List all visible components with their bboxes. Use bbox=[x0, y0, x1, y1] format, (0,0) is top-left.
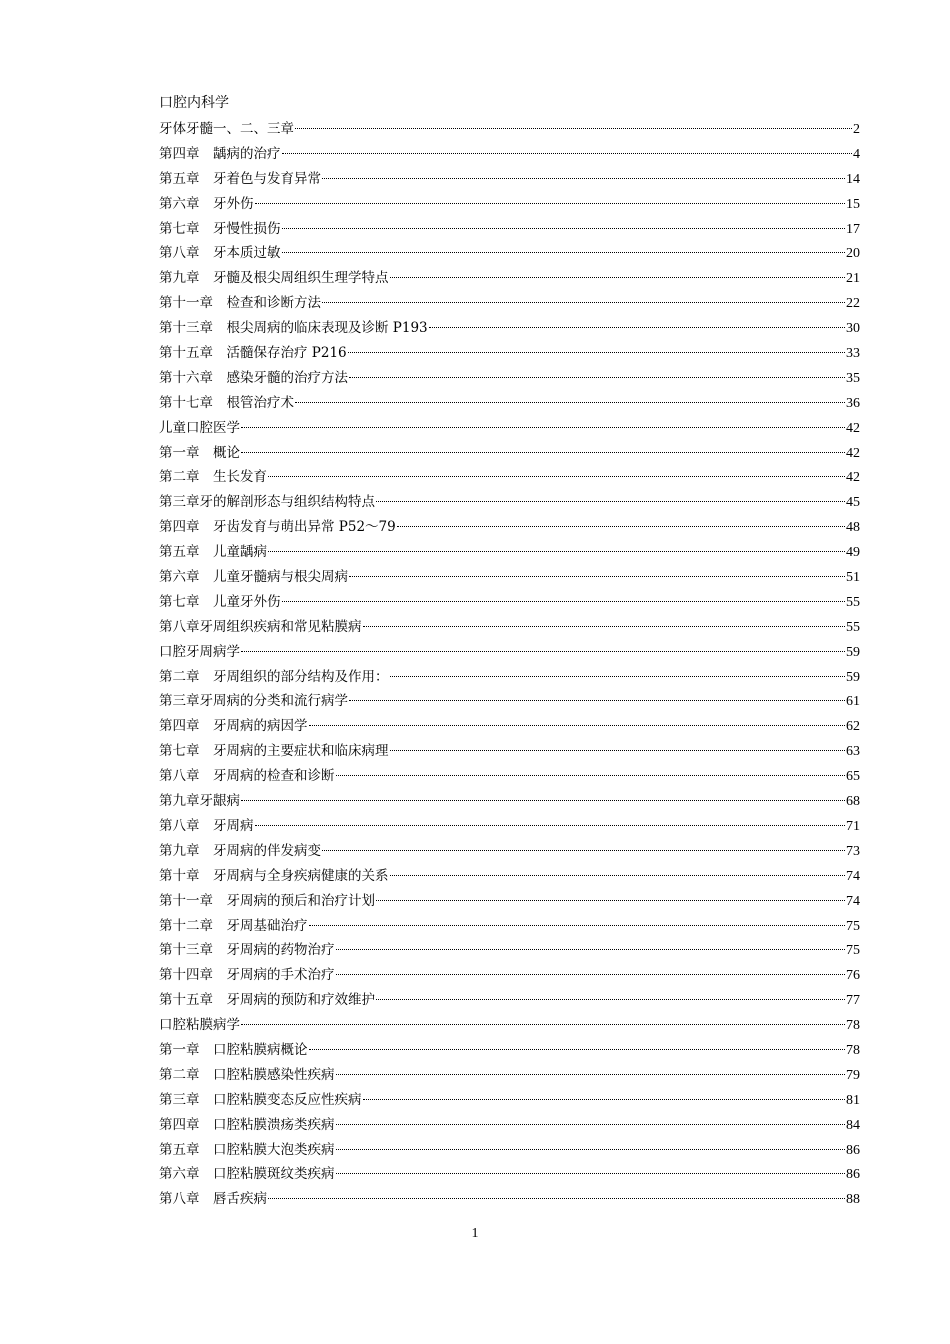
toc-entry-page: 49 bbox=[846, 545, 860, 561]
toc-entry[interactable] bbox=[159, 764, 860, 789]
toc-entry-label: 第八章 牙周病的检查和诊断 bbox=[159, 768, 335, 785]
toc-entry-label: 第十五章 活髓保存治疗 P216 bbox=[159, 345, 347, 362]
toc-dot-leader bbox=[282, 153, 853, 154]
toc-entry[interactable] bbox=[159, 1113, 860, 1138]
table-of-contents bbox=[159, 117, 860, 1212]
toc-entry-page: 42 bbox=[846, 420, 860, 436]
toc-entry-page: 59 bbox=[846, 669, 860, 685]
toc-entry-page: 4 bbox=[853, 146, 860, 162]
toc-dot-leader bbox=[309, 725, 846, 726]
toc-entry-page: 84 bbox=[846, 1117, 860, 1133]
toc-entry-page: 45 bbox=[846, 495, 860, 511]
toc-entry-page: 79 bbox=[846, 1067, 860, 1083]
page-number: 1 bbox=[471, 1226, 479, 1241]
toc-entry[interactable] bbox=[159, 1187, 860, 1212]
toc-entry[interactable] bbox=[159, 689, 860, 714]
toc-entry-label: 第十三章 牙周病的药物治疗 bbox=[159, 942, 335, 959]
toc-entry-label: 第一章 口腔粘膜病概论 bbox=[159, 1041, 308, 1058]
toc-entry-label: 第四章 牙齿发育与萌出异常 P52～79 bbox=[159, 519, 396, 536]
toc-entry[interactable] bbox=[159, 839, 860, 864]
toc-entry-label: 第二章 生长发育 bbox=[159, 469, 267, 486]
toc-dot-leader bbox=[282, 252, 846, 253]
toc-dot-leader bbox=[390, 277, 846, 278]
toc-entry-page: 33 bbox=[846, 346, 860, 362]
toc-entry[interactable] bbox=[159, 490, 860, 515]
toc-entry-page: 30 bbox=[846, 321, 860, 337]
toc-entry-label: 第五章 牙着色与发育异常 bbox=[159, 170, 321, 187]
toc-entry-label: 牙体牙髓一、二、三章 bbox=[159, 121, 294, 137]
toc-entry[interactable] bbox=[159, 938, 860, 963]
toc-dot-leader bbox=[268, 551, 845, 552]
toc-entry[interactable] bbox=[159, 1138, 860, 1163]
toc-entry-label: 口腔牙周病学 bbox=[159, 643, 240, 660]
toc-entry-page: 20 bbox=[846, 246, 860, 262]
toc-dot-leader bbox=[282, 228, 846, 229]
toc-entry-label: 第十三章 根尖周病的临床表现及诊断 P193 bbox=[159, 320, 428, 337]
toc-entry[interactable] bbox=[159, 814, 860, 839]
toc-entry[interactable] bbox=[159, 1013, 860, 1038]
toc-entry[interactable] bbox=[159, 167, 860, 192]
toc-entry-label: 第一章 概论 bbox=[159, 444, 240, 461]
toc-entry[interactable] bbox=[159, 889, 860, 914]
toc-dot-leader bbox=[241, 1024, 845, 1025]
toc-entry-label: 第三章牙周病的分类和流行病学 bbox=[159, 693, 348, 710]
toc-entry[interactable] bbox=[159, 192, 860, 217]
toc-entry[interactable] bbox=[159, 1162, 860, 1187]
toc-entry[interactable] bbox=[159, 864, 860, 889]
toc-entry-page: 61 bbox=[846, 694, 860, 710]
toc-dot-leader bbox=[376, 900, 845, 901]
toc-dot-leader bbox=[322, 178, 845, 179]
toc-dot-leader bbox=[336, 974, 846, 975]
toc-dot-leader bbox=[268, 476, 845, 477]
toc-entry-page: 74 bbox=[846, 893, 860, 909]
toc-entry-page: 63 bbox=[846, 744, 860, 760]
toc-entry[interactable] bbox=[159, 341, 860, 366]
toc-dot-leader bbox=[309, 925, 846, 926]
toc-entry-label: 第六章 口腔粘膜斑纹类疾病 bbox=[159, 1166, 335, 1183]
toc-entry-label: 第九章 牙周病的伴发病变 bbox=[159, 842, 321, 859]
toc-dot-leader bbox=[336, 1149, 846, 1150]
toc-entry-label: 第十一章 牙周病的预后和治疗计划 bbox=[159, 892, 375, 909]
toc-entry-label: 第八章牙周组织疾病和常见粘膜病 bbox=[159, 618, 362, 635]
toc-entry-page: 86 bbox=[846, 1142, 860, 1158]
toc-dot-leader bbox=[349, 576, 845, 577]
toc-entry-page: 78 bbox=[846, 1042, 860, 1058]
toc-dot-leader bbox=[349, 377, 845, 378]
toc-entry[interactable] bbox=[159, 241, 860, 266]
toc-dot-leader bbox=[336, 1124, 846, 1125]
toc-entry-page: 36 bbox=[846, 395, 860, 411]
toc-entry-page: 62 bbox=[846, 719, 860, 735]
toc-dot-leader bbox=[363, 626, 846, 627]
toc-entry-page: 21 bbox=[846, 271, 860, 287]
toc-entry[interactable] bbox=[159, 1088, 860, 1113]
toc-entry-page: 77 bbox=[846, 993, 860, 1009]
toc-dot-leader bbox=[268, 1198, 845, 1199]
toc-entry[interactable] bbox=[159, 441, 860, 466]
toc-entry-label: 儿童口腔医学 bbox=[159, 419, 240, 436]
toc-entry-label: 第三章牙的解剖形态与组织结构特点 bbox=[159, 494, 375, 511]
toc-entry[interactable] bbox=[159, 142, 860, 167]
toc-entry-page: 48 bbox=[846, 520, 860, 536]
toc-entry[interactable] bbox=[159, 291, 860, 316]
toc-entry-label: 第十五章 牙周病的预防和疗效维护 bbox=[159, 992, 375, 1009]
toc-dot-leader bbox=[295, 402, 845, 403]
toc-entry-label: 第七章 牙周病的主要症状和临床病理 bbox=[159, 743, 389, 760]
toc-dot-leader bbox=[397, 526, 845, 527]
toc-dot-leader bbox=[309, 1049, 846, 1050]
toc-entry-label: 第九章 牙髓及根尖周组织生理学特点 bbox=[159, 270, 389, 287]
toc-dot-leader bbox=[255, 825, 846, 826]
toc-entry[interactable] bbox=[159, 640, 860, 665]
toc-entry-label: 第十二章 牙周基础治疗 bbox=[159, 917, 308, 934]
toc-entry[interactable] bbox=[159, 615, 860, 640]
toc-entry-label: 第七章 牙慢性损伤 bbox=[159, 220, 281, 237]
toc-entry[interactable] bbox=[159, 665, 860, 690]
toc-dot-leader bbox=[363, 1099, 846, 1100]
toc-dot-leader bbox=[349, 700, 845, 701]
toc-entry[interactable] bbox=[159, 714, 860, 739]
toc-entry-page: 71 bbox=[846, 818, 860, 834]
toc-entry-label: 第四章 牙周病的病因学 bbox=[159, 718, 308, 735]
toc-entry[interactable] bbox=[159, 266, 860, 291]
toc-dot-leader bbox=[390, 750, 846, 751]
toc-entry-page: 2 bbox=[853, 122, 860, 137]
toc-dot-leader bbox=[241, 452, 845, 453]
toc-dot-leader bbox=[241, 427, 845, 428]
toc-entry-page: 76 bbox=[846, 968, 860, 984]
toc-entry[interactable] bbox=[159, 1038, 860, 1063]
toc-entry-page: 15 bbox=[846, 196, 860, 212]
toc-dot-leader bbox=[376, 999, 845, 1000]
toc-entry-page: 68 bbox=[846, 794, 860, 810]
toc-entry[interactable] bbox=[159, 565, 860, 590]
toc-dot-leader bbox=[336, 775, 846, 776]
toc-dot-leader bbox=[390, 875, 846, 876]
toc-entry-page: 75 bbox=[846, 918, 860, 934]
toc-dot-leader bbox=[241, 800, 845, 801]
toc-entry-label: 第四章 口腔粘膜溃疡类疾病 bbox=[159, 1116, 335, 1133]
toc-entry-page: 22 bbox=[846, 296, 860, 312]
toc-entry[interactable] bbox=[159, 540, 860, 565]
toc-entry-label: 第十四章 牙周病的手术治疗 bbox=[159, 967, 335, 984]
toc-entry-label: 第十六章 感染牙髓的治疗方法 bbox=[159, 369, 348, 386]
toc-dot-leader bbox=[336, 1173, 846, 1174]
toc-dot-leader bbox=[241, 651, 845, 652]
toc-entry[interactable] bbox=[159, 590, 860, 615]
toc-dot-leader bbox=[348, 352, 845, 353]
toc-dot-leader bbox=[336, 1074, 846, 1075]
toc-entry-label: 第九章牙龈病 bbox=[159, 793, 240, 810]
toc-entry-label: 第十章 牙周病与全身疾病健康的关系 bbox=[159, 867, 389, 884]
toc-entry-label: 第八章 唇舌疾病 bbox=[159, 1191, 267, 1208]
toc-entry[interactable] bbox=[159, 739, 860, 764]
toc-dot-leader bbox=[282, 601, 846, 602]
toc-entry-page: 51 bbox=[846, 570, 860, 586]
toc-dot-leader bbox=[376, 501, 845, 502]
toc-entry-label: 第十七章 根管治疗术 bbox=[159, 394, 294, 411]
toc-entry-page: 35 bbox=[846, 370, 860, 386]
toc-entry-label: 第二章 口腔粘膜感染性疾病 bbox=[159, 1066, 335, 1083]
toc-entry-page: 73 bbox=[846, 843, 860, 859]
toc-entry-label: 第八章 牙周病 bbox=[159, 817, 254, 834]
toc-entry-page: 17 bbox=[846, 221, 860, 237]
toc-entry-label: 第五章 口腔粘膜大泡类疾病 bbox=[159, 1141, 335, 1158]
toc-entry[interactable] bbox=[159, 217, 860, 242]
toc-entry-page: 55 bbox=[846, 619, 860, 635]
toc-entry-page: 88 bbox=[846, 1192, 860, 1208]
toc-entry-page: 42 bbox=[846, 470, 860, 486]
toc-entry[interactable] bbox=[159, 366, 860, 391]
toc-entry-page: 55 bbox=[846, 594, 860, 610]
toc-entry-label: 第五章 儿童龋病 bbox=[159, 544, 267, 561]
toc-entry-label: 第二章 牙周组织的部分结构及作用： bbox=[159, 668, 389, 685]
toc-dot-leader bbox=[295, 128, 852, 129]
toc-entry[interactable] bbox=[159, 117, 860, 142]
toc-entry-label: 第四章 龋病的治疗 bbox=[159, 145, 281, 162]
toc-entry[interactable] bbox=[159, 515, 860, 540]
toc-entry[interactable] bbox=[159, 1063, 860, 1088]
toc-entry-label: 第八章 牙本质过敏 bbox=[159, 245, 281, 262]
toc-entry-page: 42 bbox=[846, 445, 860, 461]
toc-entry-label: 第六章 儿童牙髓病与根尖周病 bbox=[159, 569, 348, 586]
toc-entry-page: 14 bbox=[846, 171, 860, 187]
toc-dot-leader bbox=[322, 302, 845, 303]
toc-entry-label: 第六章 牙外伤 bbox=[159, 195, 254, 212]
toc-entry[interactable] bbox=[159, 465, 860, 490]
toc-dot-leader bbox=[322, 850, 845, 851]
toc-entry[interactable] bbox=[159, 963, 860, 988]
toc-entry-label: 第三章 口腔粘膜变态反应性疾病 bbox=[159, 1091, 362, 1108]
toc-entry-page: 65 bbox=[846, 769, 860, 785]
toc-entry[interactable] bbox=[159, 391, 860, 416]
toc-dot-leader bbox=[255, 203, 846, 204]
toc-entry[interactable] bbox=[159, 914, 860, 939]
document-title: 口腔内科学 bbox=[159, 95, 229, 111]
toc-entry[interactable] bbox=[159, 789, 860, 814]
toc-entry-page: 81 bbox=[846, 1092, 860, 1108]
toc-entry-page: 75 bbox=[846, 943, 860, 959]
toc-entry[interactable] bbox=[159, 988, 860, 1013]
toc-entry-page: 86 bbox=[846, 1167, 860, 1183]
toc-entry-page: 74 bbox=[846, 868, 860, 884]
toc-entry-label: 第十一章 检查和诊断方法 bbox=[159, 295, 321, 312]
toc-entry-label: 第七章 儿童牙外伤 bbox=[159, 593, 281, 610]
toc-entry[interactable] bbox=[159, 416, 860, 441]
toc-entry-label: 口腔粘膜病学 bbox=[159, 1017, 240, 1034]
toc-dot-leader bbox=[429, 327, 845, 328]
toc-entry-page: 59 bbox=[846, 644, 860, 660]
toc-entry-page: 78 bbox=[846, 1018, 860, 1034]
toc-dot-leader bbox=[336, 949, 846, 950]
toc-dot-leader bbox=[390, 676, 846, 677]
toc-entry[interactable] bbox=[159, 316, 860, 341]
